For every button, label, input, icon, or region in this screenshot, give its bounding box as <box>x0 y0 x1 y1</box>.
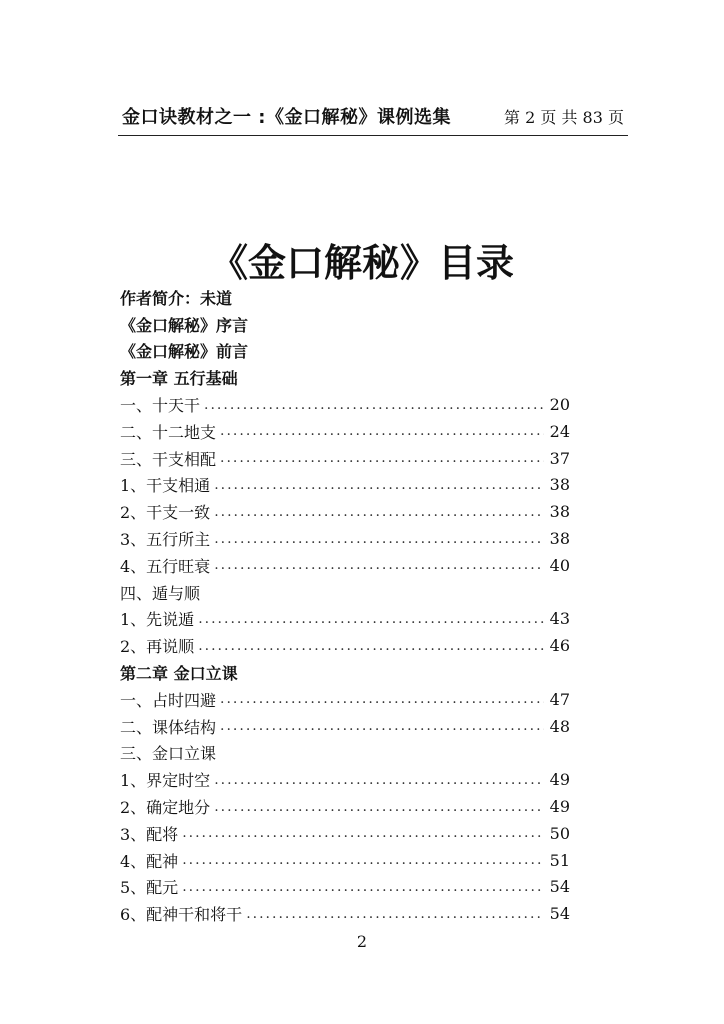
table-of-contents <box>120 284 570 927</box>
toc-entry-page: 20 <box>549 395 570 415</box>
toc-entry <box>120 525 570 552</box>
toc-entry-label: 三、金口立课 <box>120 744 217 764</box>
page-header <box>118 101 628 136</box>
toc-entry-label: 4、配神 <box>120 851 179 871</box>
toc-entry-label: 第一章 五行基础 <box>120 369 238 389</box>
toc-entry <box>120 820 570 847</box>
toc-entry-label: 1、界定时空 <box>120 771 211 791</box>
toc-entry <box>120 847 570 874</box>
toc-entry-page: 49 <box>549 797 570 817</box>
toc-entry-label: 1、干支相通 <box>120 476 211 496</box>
toc-entry <box>120 391 570 418</box>
toc-entry-label: 一、十天干 <box>120 396 201 416</box>
toc-entry-label: 3、五行所主 <box>120 530 211 550</box>
toc-dot-leader <box>220 423 544 439</box>
toc-entry-label: 1、先说遁 <box>120 610 195 630</box>
toc-entry-label: 2、再说顺 <box>120 637 195 657</box>
toc-dot-leader <box>246 906 544 922</box>
toc-dot-leader <box>214 477 544 493</box>
toc-dot-leader <box>220 691 544 707</box>
toc-dot-leader <box>214 557 544 573</box>
document-title: 《金口解秘》目录 <box>209 241 514 285</box>
header-page-info: 第 2 页 共 83 页 <box>504 108 624 127</box>
toc-entry-label: 二、十二地支 <box>120 422 217 442</box>
toc-entry <box>120 445 570 472</box>
toc-entry <box>120 713 570 740</box>
page-number: 2 <box>356 932 368 951</box>
toc-entry-label: 4、五行旺衰 <box>120 556 211 576</box>
toc-entry-label: 一、占时四避 <box>120 690 217 710</box>
toc-dot-leader <box>214 772 544 788</box>
toc-dot-leader <box>214 799 544 815</box>
toc-entry <box>120 284 570 311</box>
toc-entry-label: 5、配元 <box>120 878 179 898</box>
toc-entry <box>120 579 570 606</box>
toc-dot-leader <box>198 638 544 654</box>
toc-entry-label: 3、配将 <box>120 824 179 844</box>
toc-entry-page: 38 <box>549 529 570 549</box>
toc-entry-page: 54 <box>549 877 570 897</box>
toc-entry-label: 二、课体结构 <box>120 717 217 737</box>
toc-entry-label: 作者简介：未道 <box>120 288 233 308</box>
toc-entry-label: 2、确定地分 <box>120 798 211 818</box>
toc-entry <box>120 472 570 499</box>
toc-entry-page: 54 <box>549 904 570 924</box>
toc-entry-page: 37 <box>549 448 570 468</box>
toc-entry-label: 三、干支相配 <box>120 449 217 469</box>
header-title: 金口诀教材之一 :《金口解秘》课例选集 <box>122 107 451 128</box>
toc-entry <box>120 606 570 633</box>
toc-dot-leader <box>220 718 544 734</box>
toc-entry <box>120 686 570 713</box>
toc-entry-page: 40 <box>549 555 570 575</box>
toc-entry <box>120 311 570 338</box>
toc-entry-page: 51 <box>549 850 570 870</box>
toc-entry-page: 47 <box>549 689 570 709</box>
toc-entry-label: 《金口解秘》序言 <box>120 315 249 335</box>
toc-entry-page: 48 <box>549 716 570 736</box>
toc-entry-label: 第二章 金口立课 <box>120 664 238 684</box>
toc-entry <box>120 552 570 579</box>
toc-entry <box>120 364 570 391</box>
toc-dot-leader <box>182 879 544 895</box>
toc-dot-leader <box>198 611 544 627</box>
toc-entry <box>120 766 570 793</box>
toc-entry <box>120 874 570 901</box>
toc-entry <box>120 338 570 365</box>
toc-entry <box>120 632 570 659</box>
toc-entry-page: 43 <box>549 609 570 629</box>
toc-entry <box>120 793 570 820</box>
toc-dot-leader <box>204 397 544 413</box>
toc-dot-leader <box>220 450 544 466</box>
toc-entry <box>120 900 570 927</box>
toc-dot-leader <box>214 504 544 520</box>
toc-dot-leader <box>214 531 544 547</box>
toc-entry-page: 50 <box>549 823 570 843</box>
toc-entry-page: 49 <box>549 770 570 790</box>
toc-entry <box>120 659 570 686</box>
toc-entry-page: 46 <box>549 636 570 656</box>
toc-entry <box>120 740 570 767</box>
toc-entry-label: 6、配神干和将干 <box>120 905 243 925</box>
toc-entry-label: 《金口解秘》前言 <box>120 342 249 362</box>
toc-entry-page: 38 <box>549 502 570 522</box>
toc-entry-page: 38 <box>549 475 570 495</box>
toc-entry-label: 2、干支一致 <box>120 503 211 523</box>
toc-dot-leader <box>182 852 544 868</box>
toc-entry <box>120 418 570 445</box>
toc-entry-page: 24 <box>549 421 570 441</box>
toc-entry-label: 四、遁与顺 <box>120 583 201 603</box>
toc-dot-leader <box>182 825 544 841</box>
toc-entry <box>120 498 570 525</box>
